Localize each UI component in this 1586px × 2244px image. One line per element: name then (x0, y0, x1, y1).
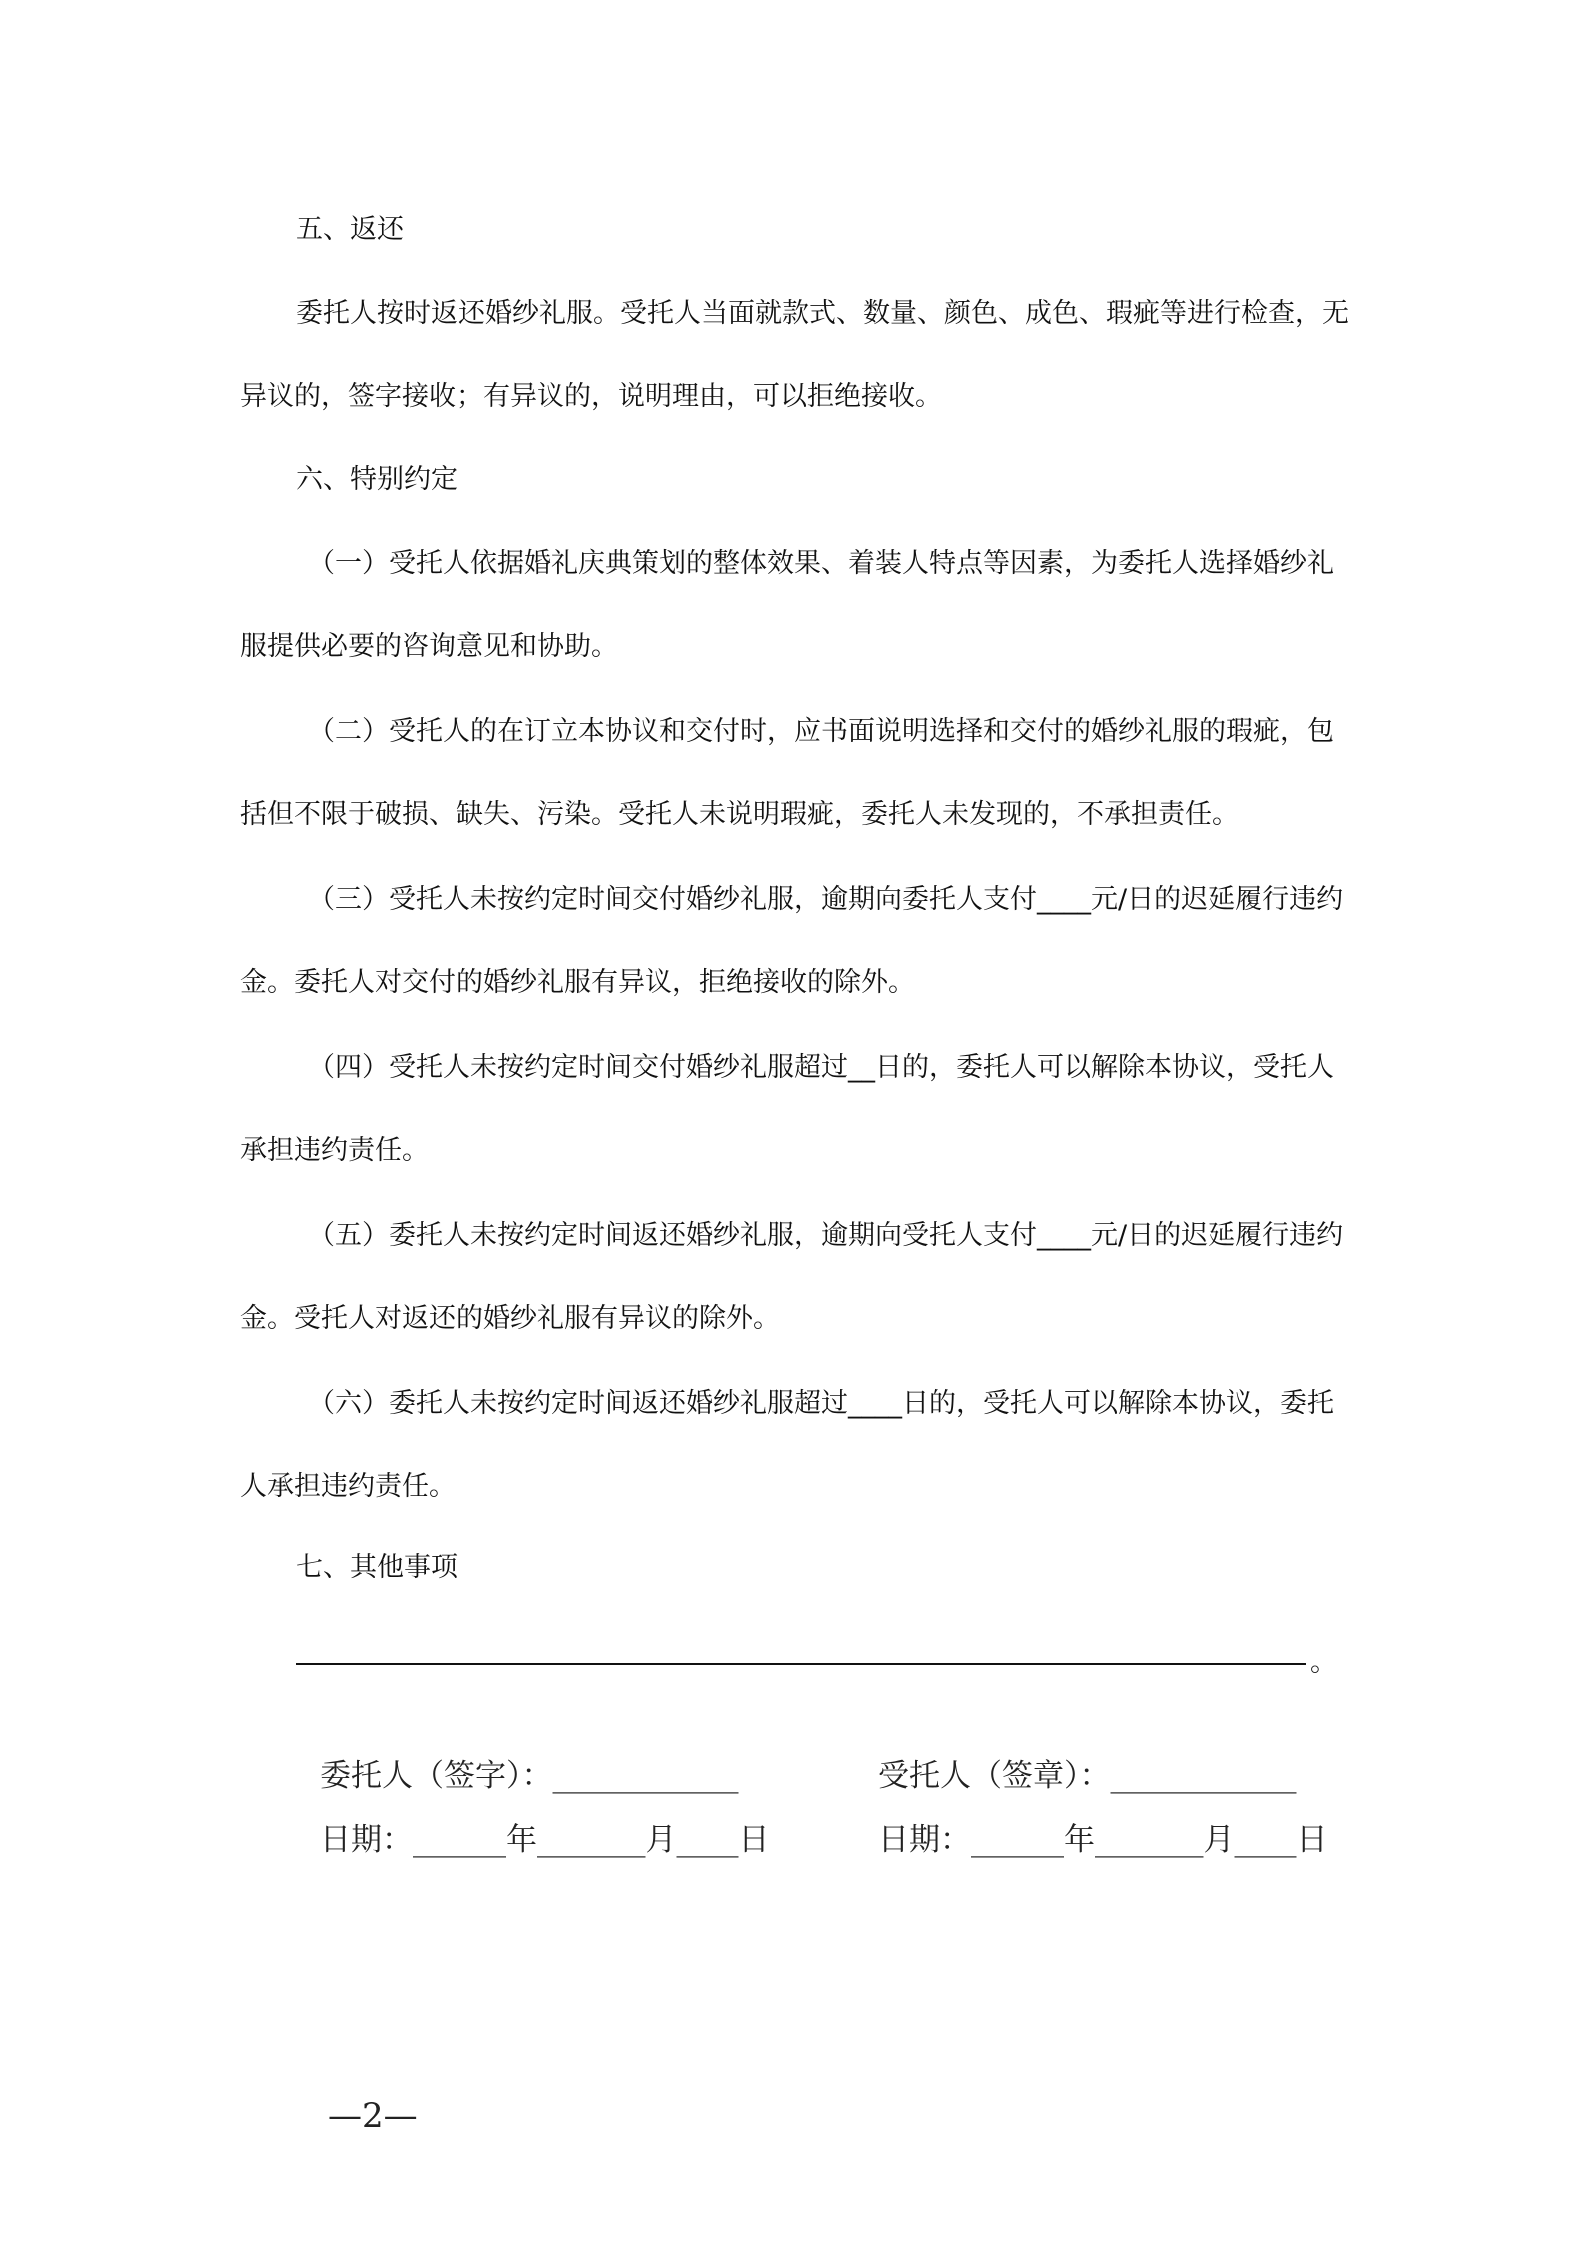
blank-line-period: 。 (1310, 1647, 1337, 1678)
client-date-field: 日期：______年_______月____日 (320, 1822, 770, 1858)
clause-6-6: （六）委托人未按约定时间返还婚纱礼服超过____日的，受托人可以解除本协议，委托人承担违约责任。 (240, 1388, 1334, 1502)
clause-6-2: （二）受托人的在订立本协议和交付时，应书面说明选择和交付的婚纱礼服的瑕疵，包括但不限于破损、缺失、污染。受托人未说明瑕疵，委托人未发现的，不承担责任。 (240, 716, 1334, 830)
other-matters-blank (296, 1640, 1337, 1679)
agent-signature-field: 受托人（签章）：____________ (878, 1758, 1297, 1794)
page-number: —2— (328, 2096, 418, 2136)
clause-6-3: （三）受托人未按约定时间交付婚纱礼服，逾期向委托人支付____元/日的迟延履行违约金。委托人对交付的婚纱礼服有异议，拒绝接收的除外。 (240, 884, 1344, 998)
clause-6-4: （四）受托人未按约定时间交付婚纱礼服超过__日的，委托人可以解除本协议，受托人承担违约责任。 (240, 1052, 1334, 1166)
section-6-title: 六、特别约定 (296, 464, 458, 495)
agent-date-field: 日期：______年_______月____日 (878, 1822, 1328, 1858)
section-7-title: 七、其他事项 (296, 1552, 458, 1583)
fill-in-line (296, 1663, 1306, 1665)
clause-6-5: （五）委托人未按约定时间返还婚纱礼服，逾期向受托人支付____元/日的迟延履行违约金。受托人对返还的婚纱礼服有异议的除外。 (240, 1220, 1344, 1334)
client-signature-field: 委托人（签字）：____________ (320, 1758, 739, 1794)
section-5-title: 五、返还 (296, 214, 404, 245)
section-5-body: 委托人按时返还婚纱礼服。受托人当面就款式、数量、颜色、成色、瑕疵等进行检查，无异议的，签字接收；有异议的，说明理由，可以拒绝接收。 (240, 298, 1349, 412)
clause-6-1: （一）受托人依据婚礼庆典策划的整体效果、着装人特点等因素，为委托人选择婚纱礼服提供必要的咨询意见和协助。 (240, 548, 1334, 662)
